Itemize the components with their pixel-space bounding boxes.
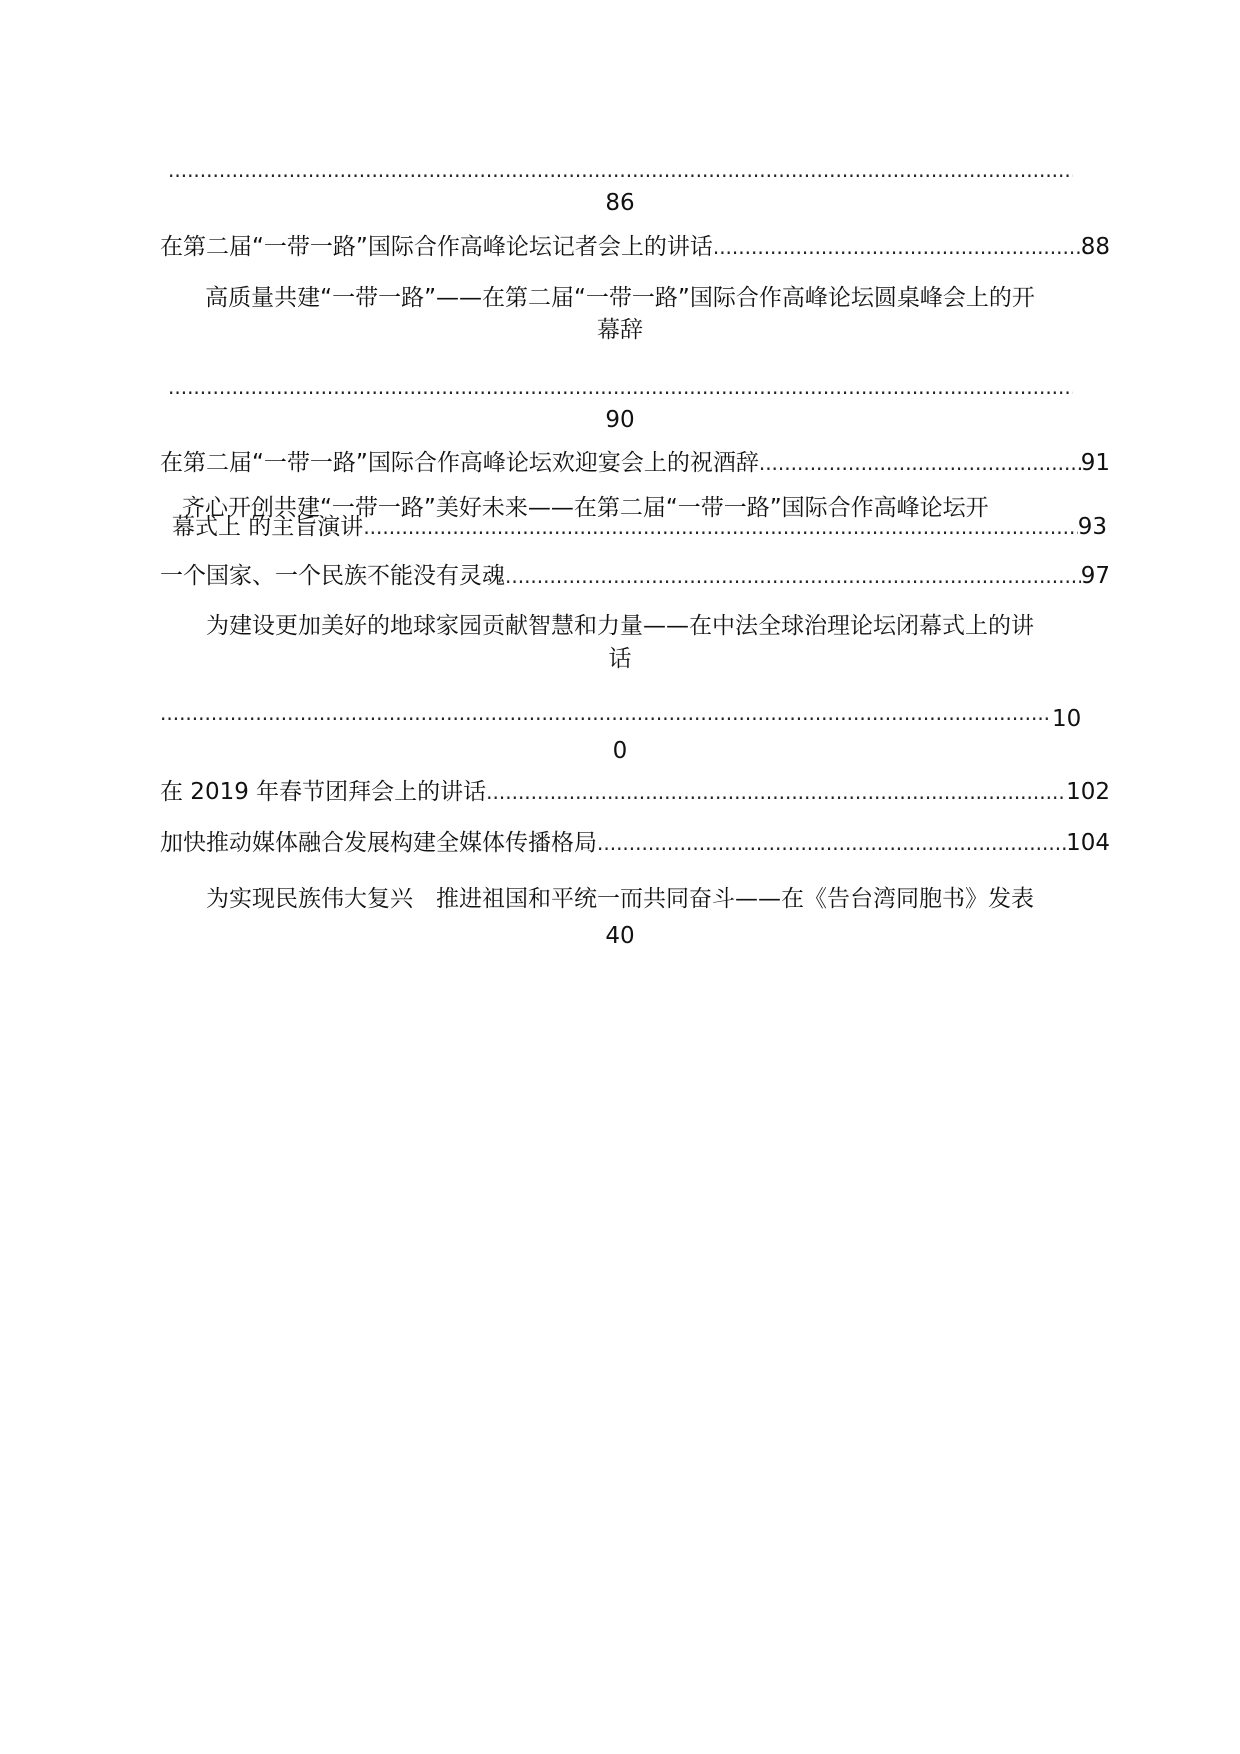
toc-entry-title: 在第二届“一带一路”国际合作高峰论坛欢迎宴会上的祝酒辞 — [160, 450, 759, 476]
toc-entry-title-line: 话 — [608, 646, 632, 672]
toc-leader-dots — [597, 828, 1066, 858]
toc-entry-title: 在第二届“一带一路”国际合作高峰论坛记者会上的讲话 — [160, 234, 713, 260]
toc-entry[interactable] — [172, 512, 1107, 542]
toc-leader-dots — [363, 512, 1077, 542]
toc-entry-title: 在 2019 年春节团拜会上的讲话 — [160, 779, 487, 805]
toc-entry[interactable] — [160, 561, 1110, 591]
toc-leader-dots — [486, 777, 1066, 807]
toc-leader-dots — [713, 232, 1081, 262]
toc-entry-title: 加快推动媒体融合发展构建全媒体传播格局 — [160, 830, 597, 856]
toc-leader-dots — [505, 561, 1081, 591]
toc-entry-title-line: 幕式上 的主旨演讲 — [172, 514, 364, 540]
toc-entry-title-line[interactable]: 为实现民族伟大复兴 推进祖国和平统一而共同奋斗——在《告台湾同胞书》发表 — [206, 886, 1034, 912]
toc-leader-dots — [759, 448, 1081, 478]
toc-entry-title-line[interactable]: 为建设更加美好的地球家园贡献智慧和力量——在中法全球治理论坛闭幕式上的讲 — [206, 613, 1034, 639]
toc-page-number: 93 — [1077, 514, 1107, 540]
toc-leader-dots — [168, 155, 1073, 185]
toc-page-number: 88 — [1080, 234, 1110, 260]
toc-page-number: 91 — [1080, 450, 1110, 476]
toc-entry-title-line[interactable]: 齐心开创共建“一带一路”美好未来——在第二届“一带一路”国际合作高峰论坛开 — [182, 495, 989, 521]
toc-page-number: 97 — [1080, 563, 1110, 589]
toc-page-number: 102 — [1066, 779, 1110, 805]
toc-leader-dots — [160, 698, 1050, 728]
toc-entry[interactable] — [160, 448, 1110, 478]
toc-entry-title: 一个国家、一个民族不能没有灵魂 — [160, 563, 505, 589]
toc-page-number: 104 — [1066, 830, 1110, 856]
toc-entry[interactable] — [160, 828, 1110, 858]
toc-entry-title-line: 幕辞 — [597, 317, 643, 343]
toc-entry[interactable] — [160, 777, 1110, 807]
toc-entry[interactable] — [160, 232, 1110, 262]
toc-entry-title-line: 40 — [605, 923, 635, 949]
toc-page-number: 10 — [1052, 706, 1082, 732]
toc-entry-title-line[interactable]: 高质量共建“一带一路”——在第二届“一带一路”国际合作高峰论坛圆桌峰会上的开 — [205, 285, 1035, 311]
toc-page-number: 90 — [605, 407, 635, 433]
toc-leader-dots — [168, 372, 1073, 402]
toc-page-number: 86 — [605, 190, 635, 216]
toc-page-number: 0 — [612, 738, 628, 764]
